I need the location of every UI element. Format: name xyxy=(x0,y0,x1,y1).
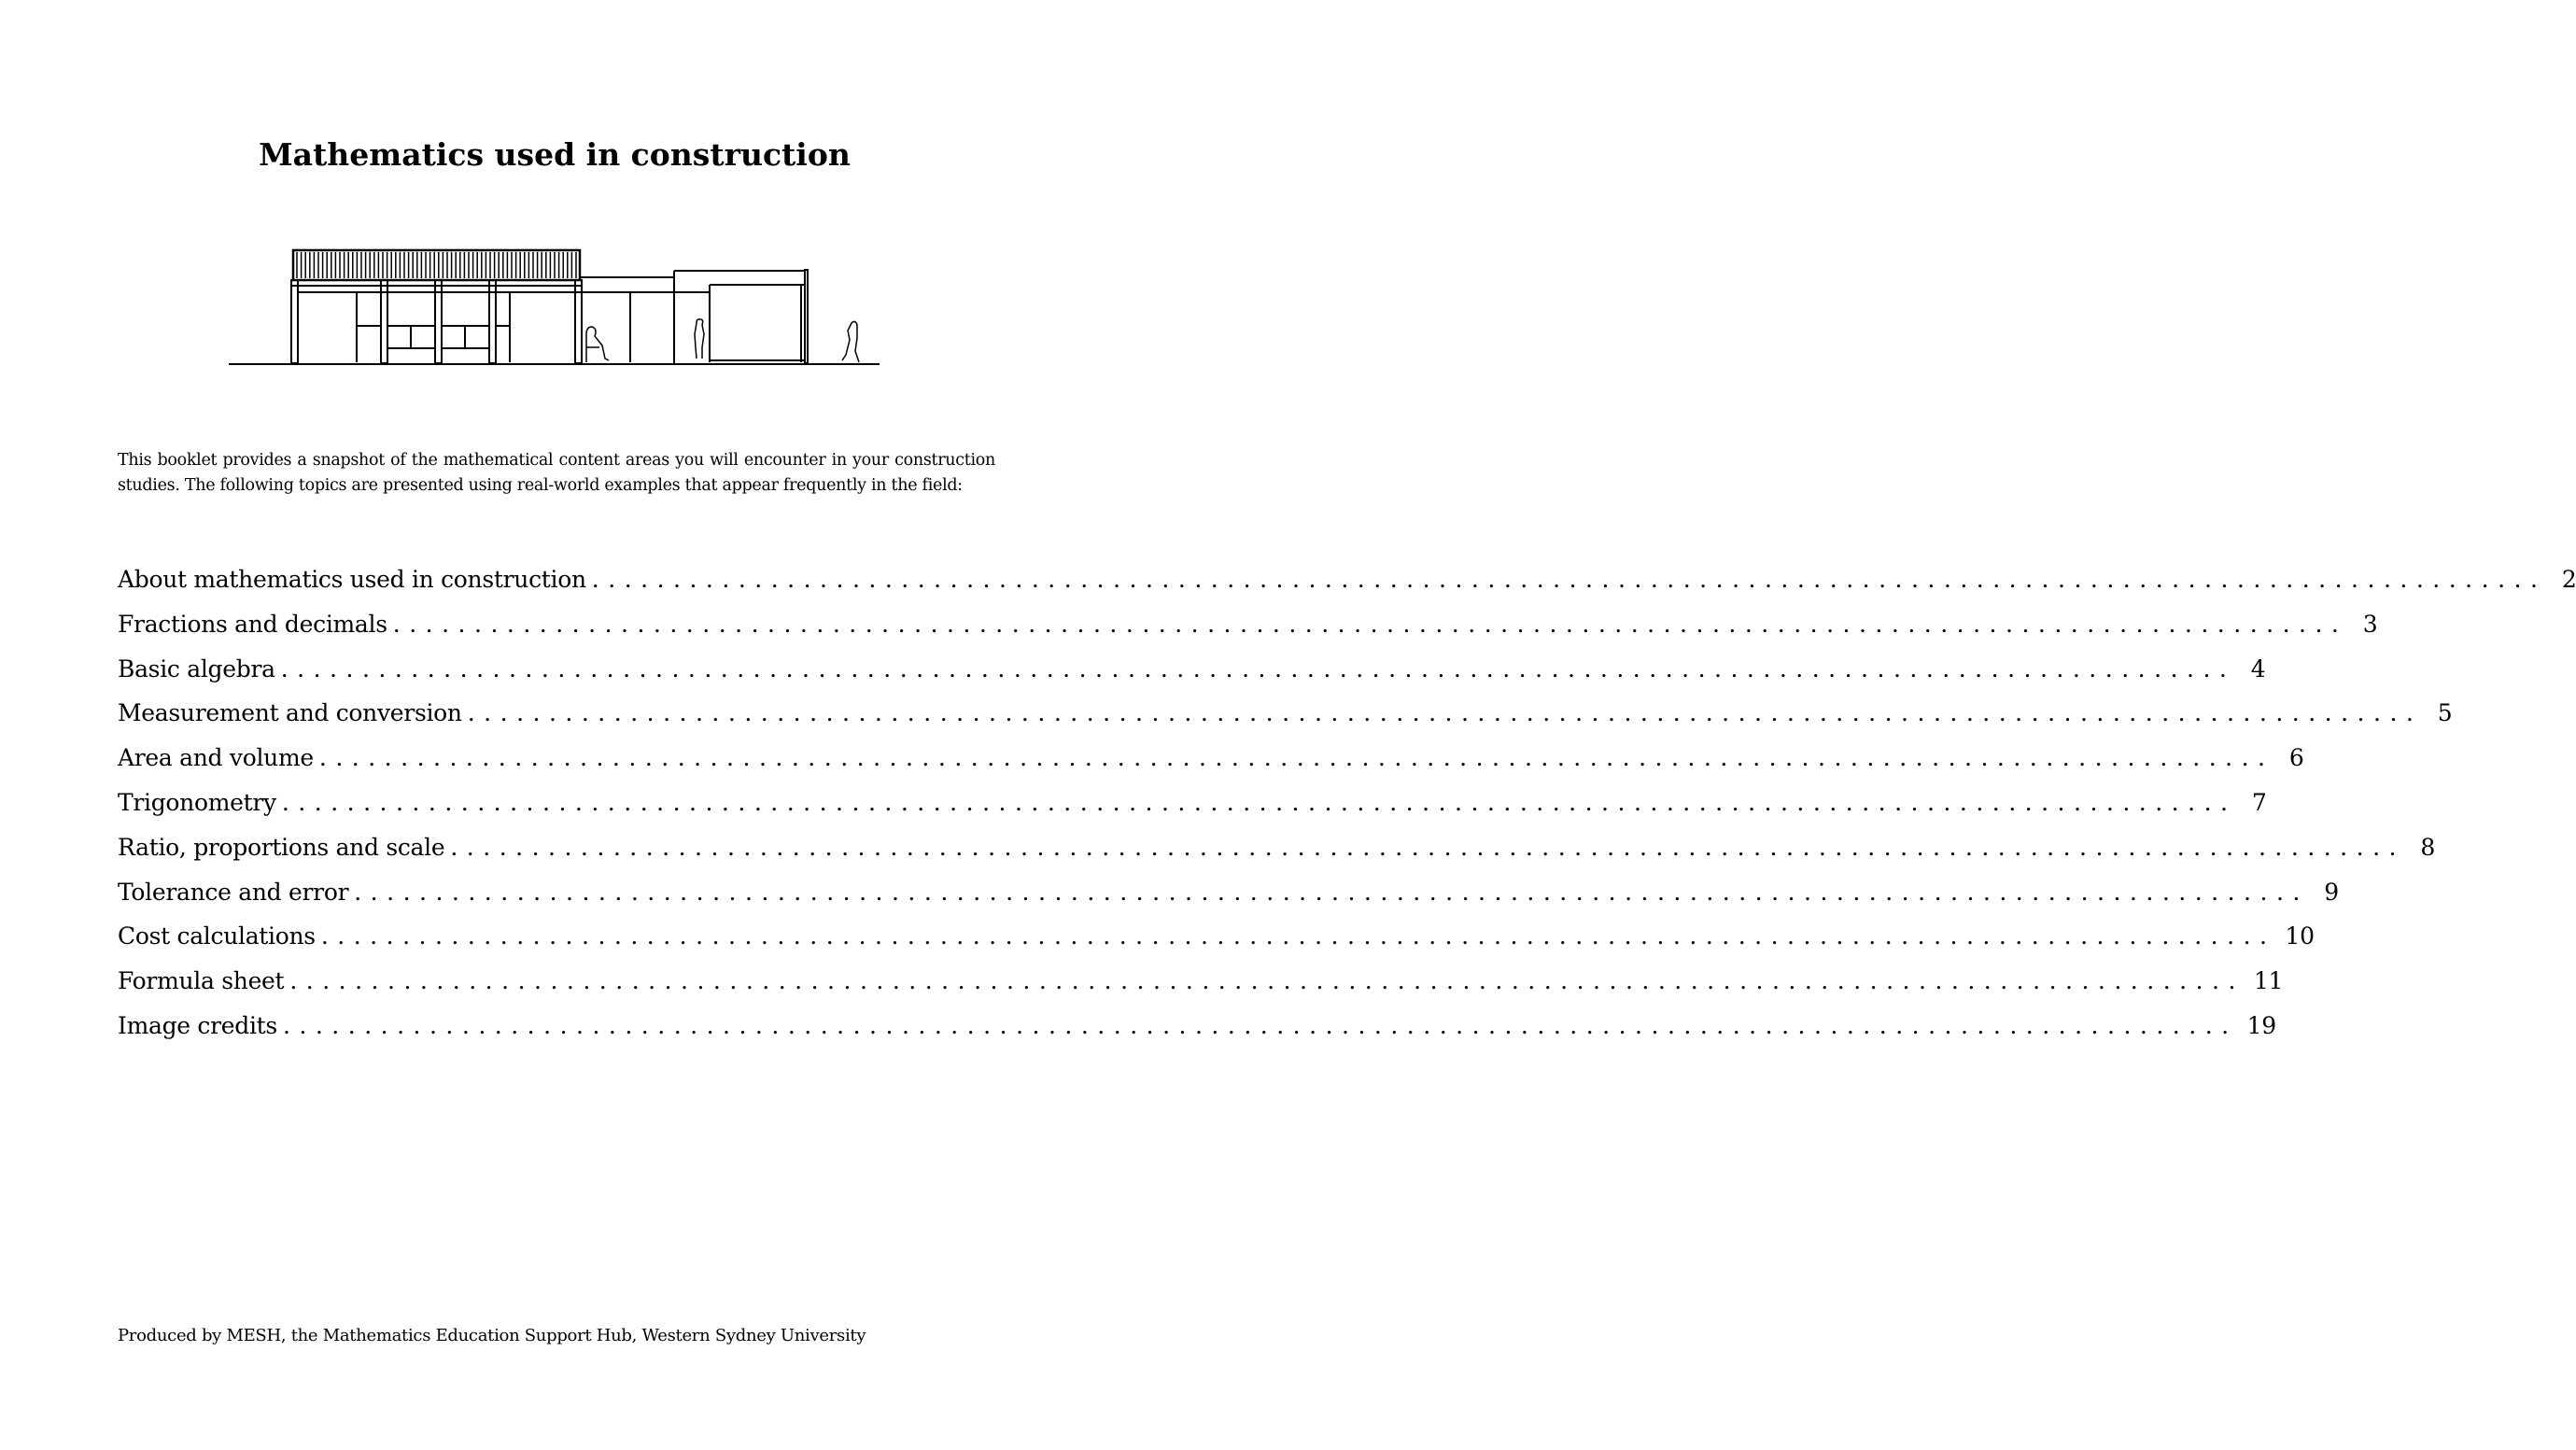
intro-paragraph: This booklet provides a snapshot of the mathematical content areas you will encounter in your construction studies. The following topics are presented using real-world examples that appear frequently in the field: xyxy=(118,451,995,495)
dot-leader: ........................................................................................................................ xyxy=(318,744,2274,772)
toc-entry[interactable] xyxy=(118,878,2339,923)
people-figures xyxy=(586,319,859,362)
dot-leader: ........................................................................................................................ xyxy=(320,922,2276,950)
toc-entry-page: 19 xyxy=(2246,1011,2276,1039)
toc-entry[interactable] xyxy=(118,566,2576,611)
toc-entry[interactable] xyxy=(118,744,2304,789)
toc-entry-label: Formula sheet xyxy=(118,967,285,995)
toc-entry-page: 5 xyxy=(2437,699,2453,727)
toc-entry[interactable] xyxy=(118,788,2267,834)
toc-entry[interactable] xyxy=(118,922,2315,967)
page-title: Mathematics used in construction xyxy=(259,136,851,173)
toc-entry-page: 2 xyxy=(2561,566,2576,593)
toc-entry-label: Image credits xyxy=(118,1011,277,1039)
toc-entry-page: 4 xyxy=(2250,655,2266,683)
toc-entry-page: 11 xyxy=(2253,967,2284,995)
roof-slats xyxy=(297,252,576,278)
dot-leader: ........................................................................................................................ xyxy=(289,967,2245,995)
toc-entry-page: 7 xyxy=(2251,788,2267,816)
toc-entry[interactable] xyxy=(118,1011,2276,1057)
toc-entry[interactable] xyxy=(118,610,2378,655)
toc-entry-label: Measurement and conversion xyxy=(118,699,462,727)
toc-entry[interactable] xyxy=(118,655,2266,700)
toc-entry[interactable] xyxy=(118,967,2284,1012)
dot-leader: ........................................................................................................................ xyxy=(280,655,2236,683)
toc-entry-label: Ratio, proportions and scale xyxy=(118,833,445,861)
toc-entry-label: Trigonometry xyxy=(118,788,276,816)
dot-leader: ........................................................................................................................ xyxy=(354,878,2309,906)
dot-leader: ........................................................................................................................ xyxy=(282,1011,2238,1039)
footer-credit: Produced by MESH, the Mathematics Education Support Hub, Western Sydney University xyxy=(118,1326,866,1345)
toc-entry-label: Area and volume xyxy=(118,744,314,772)
dot-leader: ........................................................................................................................ xyxy=(467,699,2423,727)
toc-entry-label: Cost calculations xyxy=(118,922,316,950)
table-of-contents xyxy=(118,566,2576,1057)
toc-entry-label: About mathematics used in construction xyxy=(118,566,586,593)
toc-entry-page: 6 xyxy=(2288,744,2304,772)
dot-leader: ........................................................................................................................ xyxy=(450,833,2405,861)
toc-entry-page: 10 xyxy=(2285,922,2315,950)
building-elevation-illustration xyxy=(0,0,1120,392)
toc-entry-label: Fractions and decimals xyxy=(118,610,387,638)
toc-entry-label: Tolerance and error xyxy=(118,878,349,906)
toc-entry[interactable] xyxy=(118,699,2453,744)
toc-entry-page: 8 xyxy=(2420,833,2435,861)
dot-leader: ........................................................................................................................ xyxy=(392,610,2348,638)
toc-entry-page: 3 xyxy=(2362,610,2378,638)
toc-entry-page: 9 xyxy=(2324,878,2339,906)
toc-entry-label: Basic algebra xyxy=(118,655,275,683)
dot-leader: ........................................................................................................................ xyxy=(591,566,2547,593)
dot-leader: ........................................................................................................................ xyxy=(281,788,2237,816)
toc-entry[interactable] xyxy=(118,833,2435,879)
